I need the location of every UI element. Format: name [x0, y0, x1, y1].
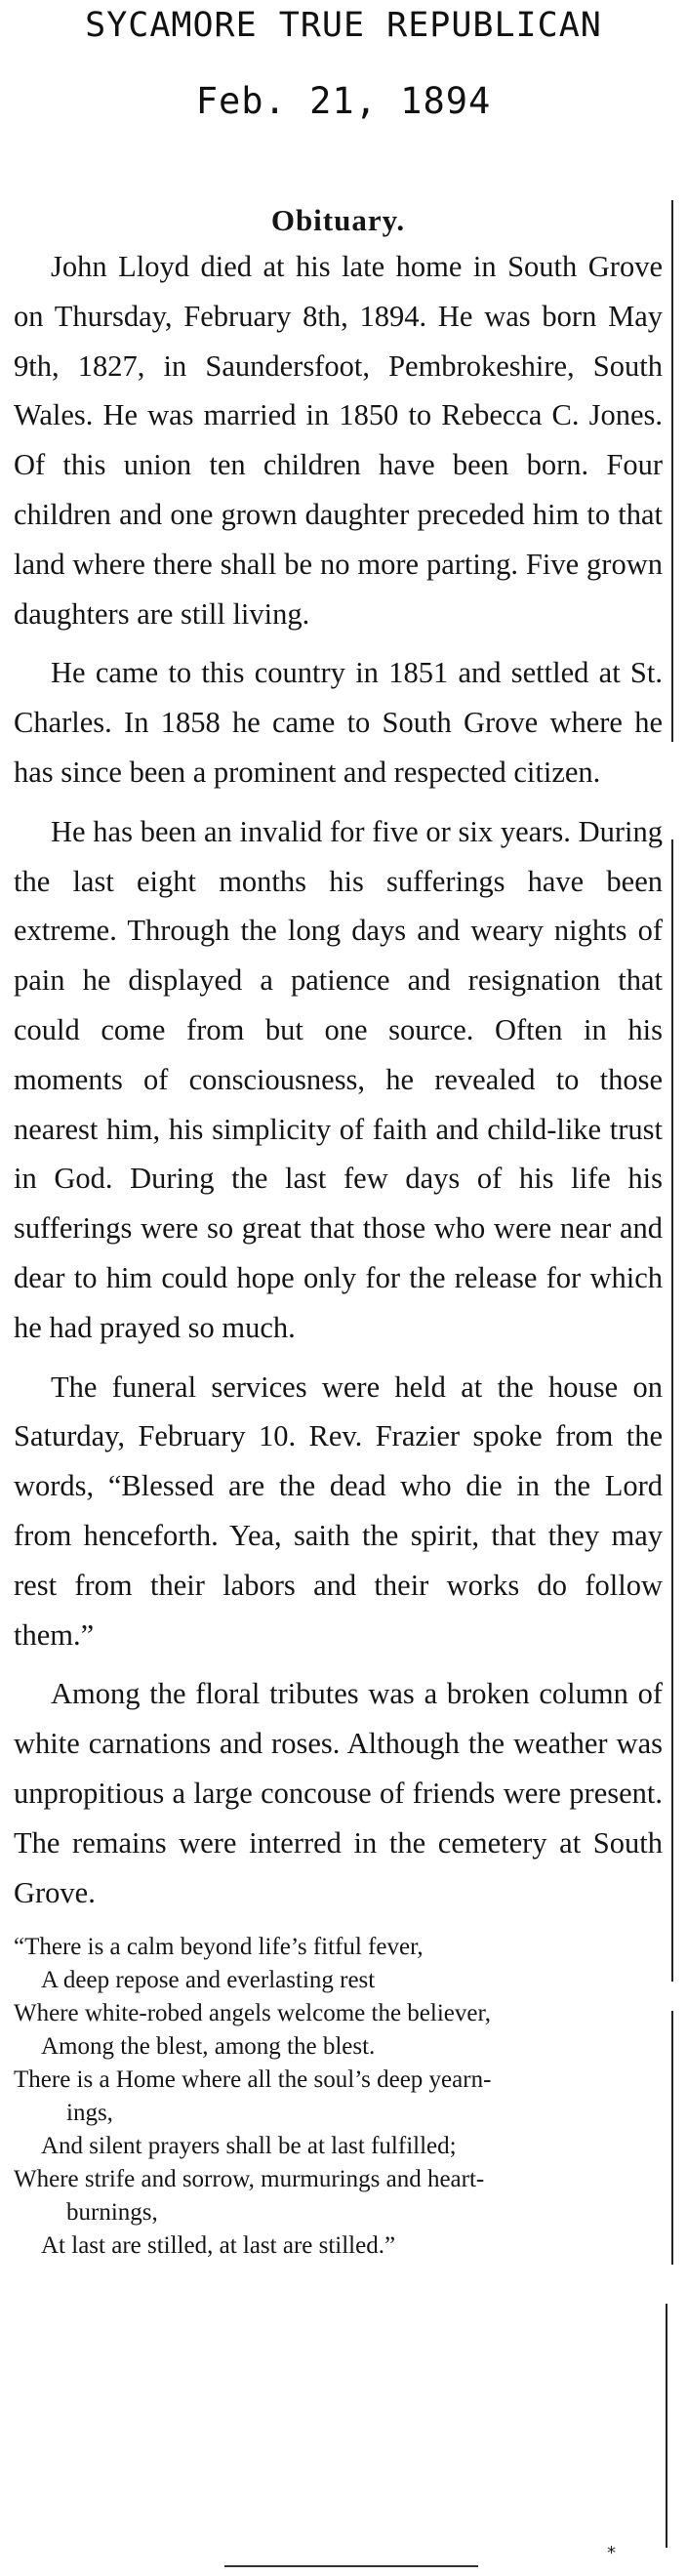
- poem-line: Where white-robed angels welcome the believer,: [14, 2000, 492, 2027]
- obituary-article: [14, 203, 663, 2263]
- poem-line: Among the blest, among the blest.: [41, 2033, 376, 2061]
- masthead-date: Feb. 21, 1894: [195, 80, 492, 122]
- poem-rule: [666, 2304, 667, 2548]
- poem-line: burnings,: [66, 2199, 158, 2227]
- article-headline: Obituary.: [270, 203, 406, 237]
- masthead-title: SYCAMORE TRUE REPUBLICAN: [85, 6, 602, 45]
- end-mark: *: [607, 2543, 616, 2563]
- bottom-rule: [224, 2565, 478, 2567]
- column-rule: [671, 839, 673, 1982]
- column-rule: [671, 2011, 673, 2265]
- article-paragraph: He has been an invalid for five or six years. During the last eight months his sufferings have been extreme. Through the long days and weary nights of pain he displayed a patience and resignation that could come from but one source. Often in his moments of consciousness, he revealed to those nearest him, his simplicity of faith and child-like trust in God. During the last few days of his life his sufferings were so great that those who were near and dear to him could hope only for the release for which he had prayed so much.: [14, 814, 663, 1344]
- poem-line: At last are stilled, at last are stilled.”: [41, 2232, 396, 2260]
- poem-line: “There is a calm beyond life’s fitful fever,: [14, 1934, 424, 1961]
- article-paragraph: John Lloyd died at his late home in South Grove on Thursday, February 8th, 1894. He was born May 9th, 1827, in Saundersfoot, Pembrokeshire, South Wales. He was married in 1850 to Rebecca C. Jones. Of this union ten children have been born. Four children and one grown daughter preceded him to that land where there shall be no more parting. Five grown daughters are still living.: [14, 250, 663, 631]
- column-rule: [671, 200, 673, 742]
- poem-line: A deep repose and everlasting rest: [41, 1967, 376, 1994]
- article-paragraph: The funeral services were held at the house on Saturday, February 10. Rev. Frazier spoke from the words, “Blessed are the dead who die in the Lord from henceforth. Yea, saith the spirit, that they may rest from their labors and their works do follow them.”: [14, 1370, 663, 1652]
- article-paragraph: He came to this country in 1851 and settled at St. Charles. In 1858 he came to South Grove where he has since been a prominent and respected citizen.: [14, 656, 663, 789]
- poem-stanza: [14, 1931, 663, 2263]
- article-paragraph: Among the floral tributes was a broken column of white carnations and roses. Although the weather was unpropitious a large concouse of friends were present. The remains were interred in the cemetery at South Grove.: [14, 1677, 663, 1909]
- poem-line: Where strife and sorrow, murmurings and heart-: [14, 2166, 485, 2193]
- poem-line: ings,: [66, 2100, 113, 2127]
- poem-line: And silent prayers shall be at last fulfilled;: [41, 2133, 457, 2160]
- poem-line: There is a Home where all the soul’s deep yearn-: [14, 2066, 492, 2094]
